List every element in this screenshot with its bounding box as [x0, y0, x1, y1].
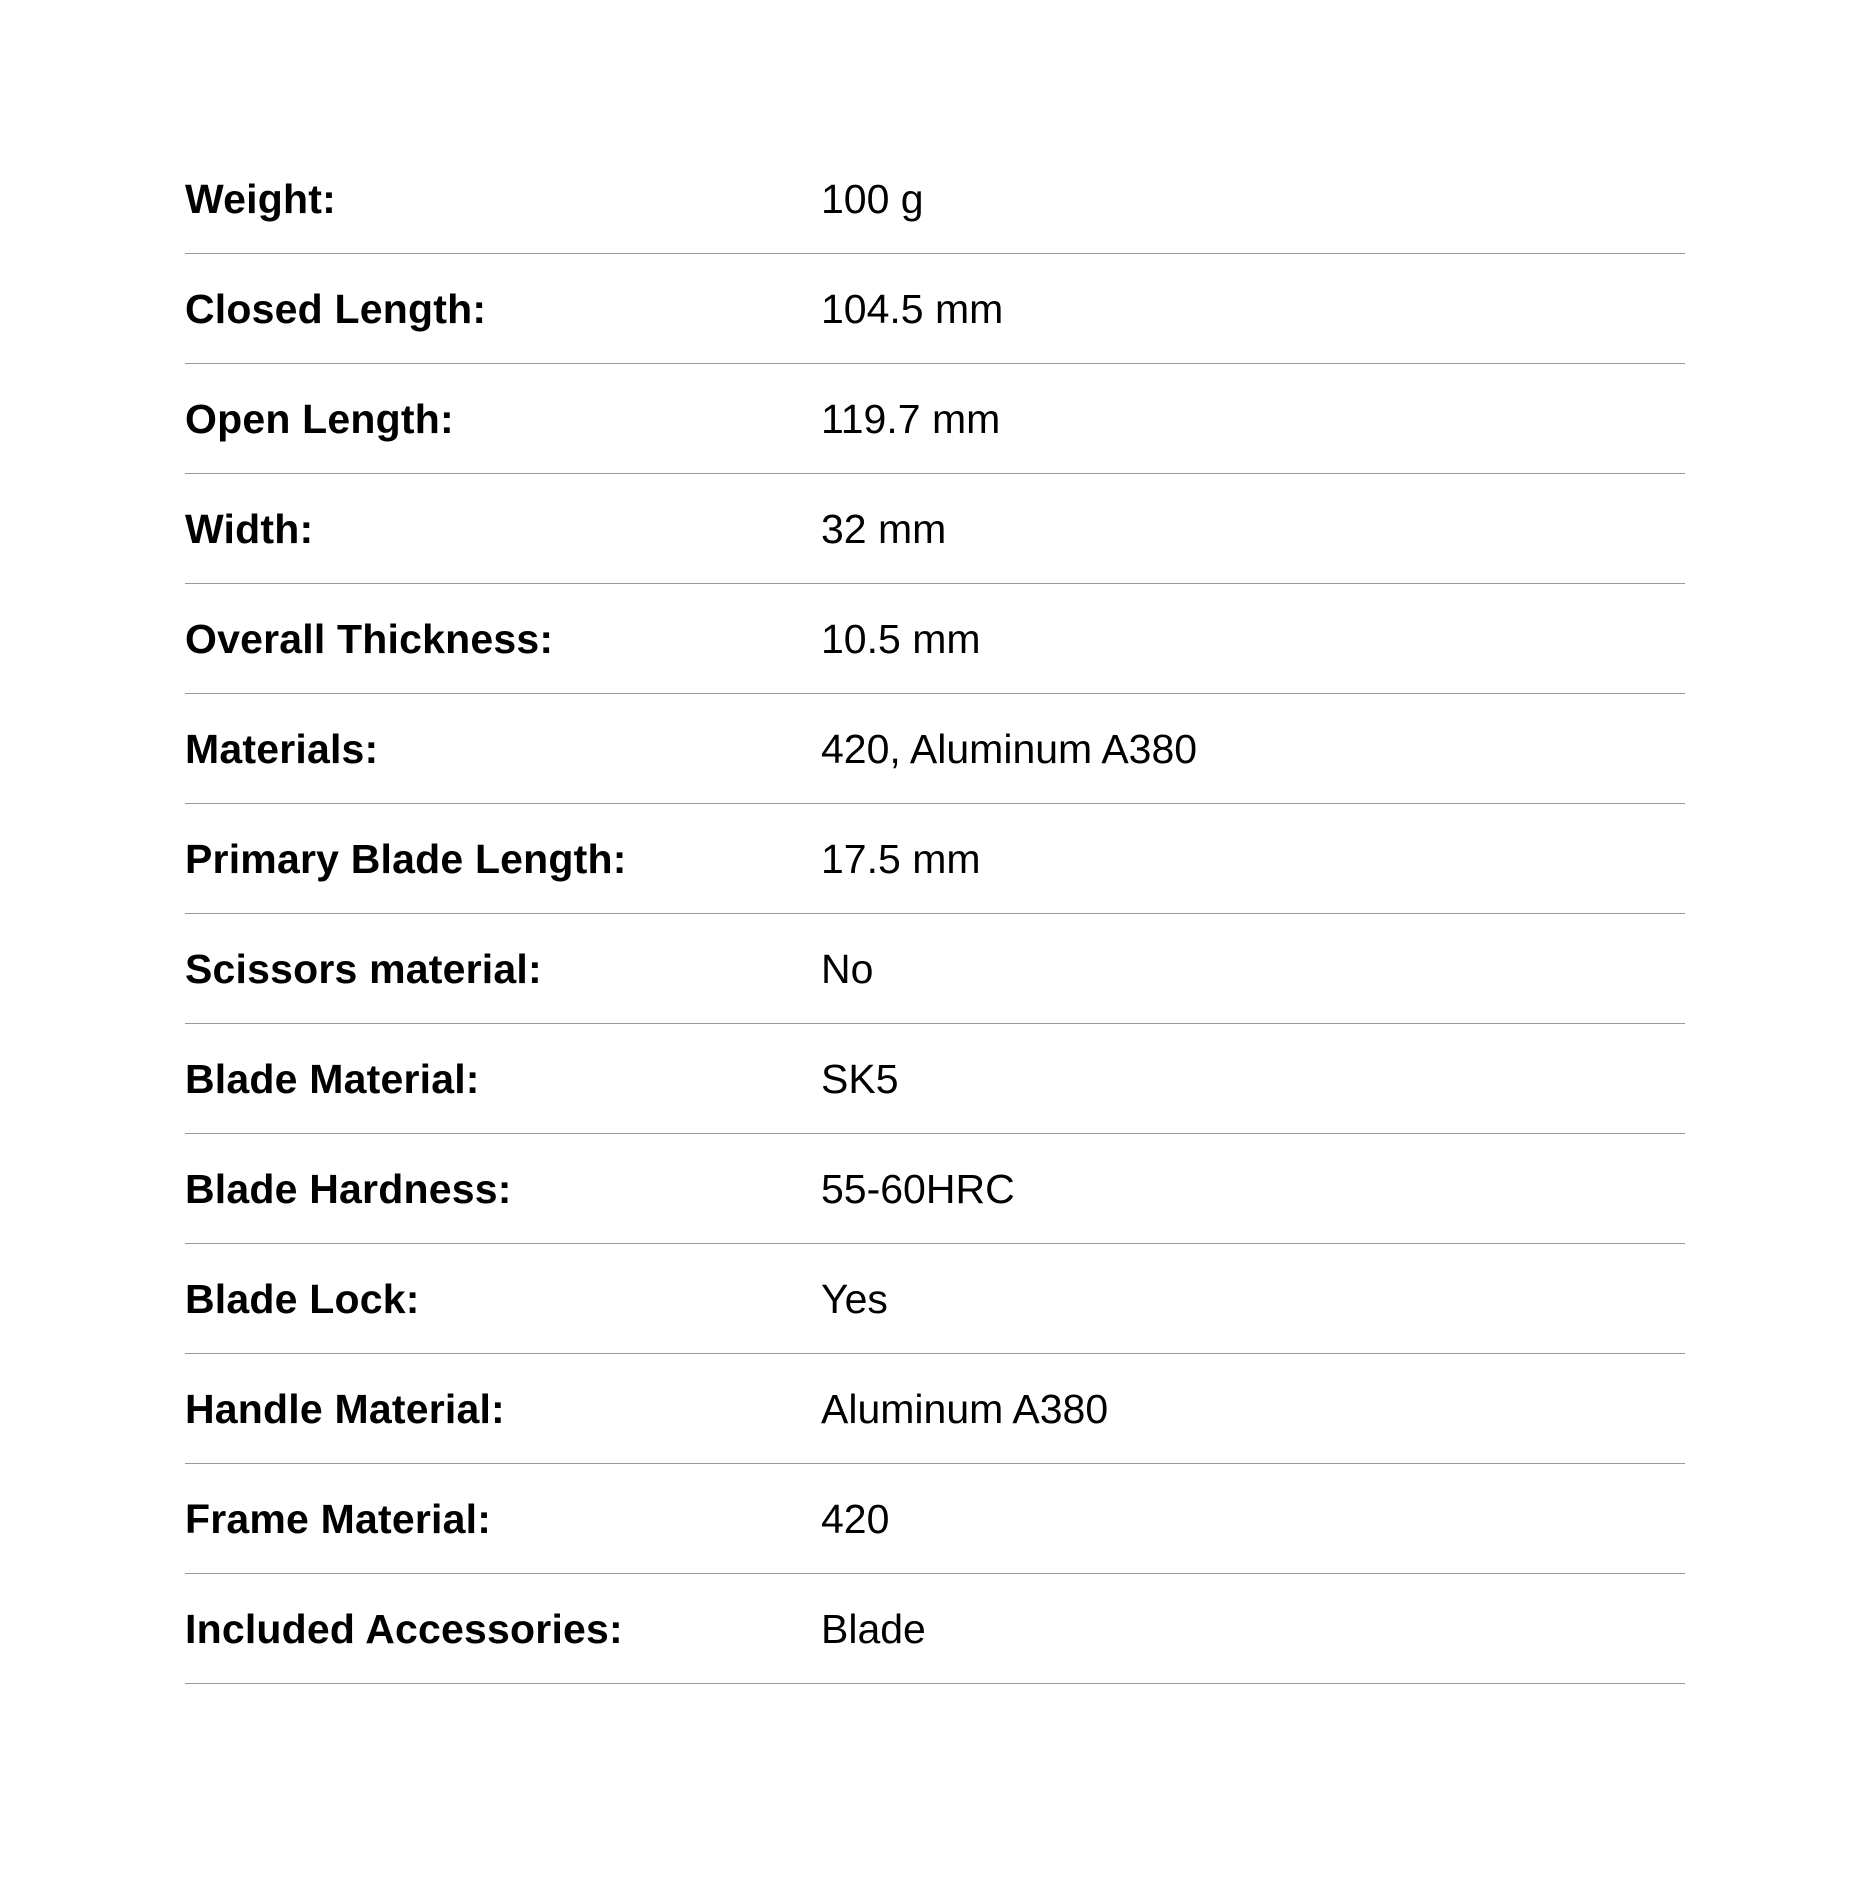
spec-label: Primary Blade Length:: [185, 836, 627, 882]
spec-value: 55-60HRC: [821, 1166, 1015, 1212]
spec-row-frame-material: [185, 1464, 1685, 1574]
spec-row-blade-hardness: [185, 1134, 1685, 1244]
spec-label: Open Length:: [185, 396, 454, 442]
spec-label: Weight:: [185, 176, 336, 222]
spec-value: 420: [821, 1496, 890, 1542]
spec-label: Closed Length:: [185, 286, 487, 332]
spec-value: 17.5 mm: [821, 836, 981, 882]
spec-value: 32 mm: [821, 506, 947, 552]
spec-table: [185, 144, 1685, 1684]
spec-label: Materials:: [185, 726, 379, 772]
spec-value: Blade: [821, 1606, 926, 1652]
spec-row-scissors-material: [185, 914, 1685, 1024]
spec-value: 420, Aluminum A380: [821, 726, 1198, 772]
spec-value: 104.5 mm: [821, 286, 1004, 332]
spec-value: 10.5 mm: [821, 616, 981, 662]
spec-row-open-length: [185, 364, 1685, 474]
spec-label: Overall Thickness:: [185, 616, 554, 662]
spec-value: SK5: [821, 1056, 899, 1102]
spec-row-included-accessories: [185, 1574, 1685, 1684]
spec-label: Handle Material:: [185, 1386, 505, 1432]
spec-label: Blade Hardness:: [185, 1166, 512, 1212]
spec-row-handle-material: [185, 1354, 1685, 1464]
spec-row-weight: [185, 144, 1685, 254]
spec-value: 119.7 mm: [821, 396, 1001, 442]
spec-row-materials: [185, 694, 1685, 804]
spec-row-overall-thickness: [185, 584, 1685, 694]
spec-value: No: [821, 946, 874, 992]
spec-label: Frame Material:: [185, 1496, 492, 1542]
spec-row-blade-material: [185, 1024, 1685, 1134]
spec-value: 100 g: [821, 176, 924, 222]
spec-label: Included Accessories:: [185, 1606, 623, 1652]
spec-value: Yes: [821, 1276, 888, 1322]
spec-label: Scissors material:: [185, 946, 542, 992]
spec-row-closed-length: [185, 254, 1685, 364]
spec-label: Blade Lock:: [185, 1276, 420, 1322]
spec-label: Blade Material:: [185, 1056, 480, 1102]
spec-row-width: [185, 474, 1685, 584]
spec-value: Aluminum A380: [821, 1386, 1109, 1432]
spec-row-blade-lock: [185, 1244, 1685, 1354]
spec-row-primary-blade-length: [185, 804, 1685, 914]
spec-label: Width:: [185, 506, 314, 552]
